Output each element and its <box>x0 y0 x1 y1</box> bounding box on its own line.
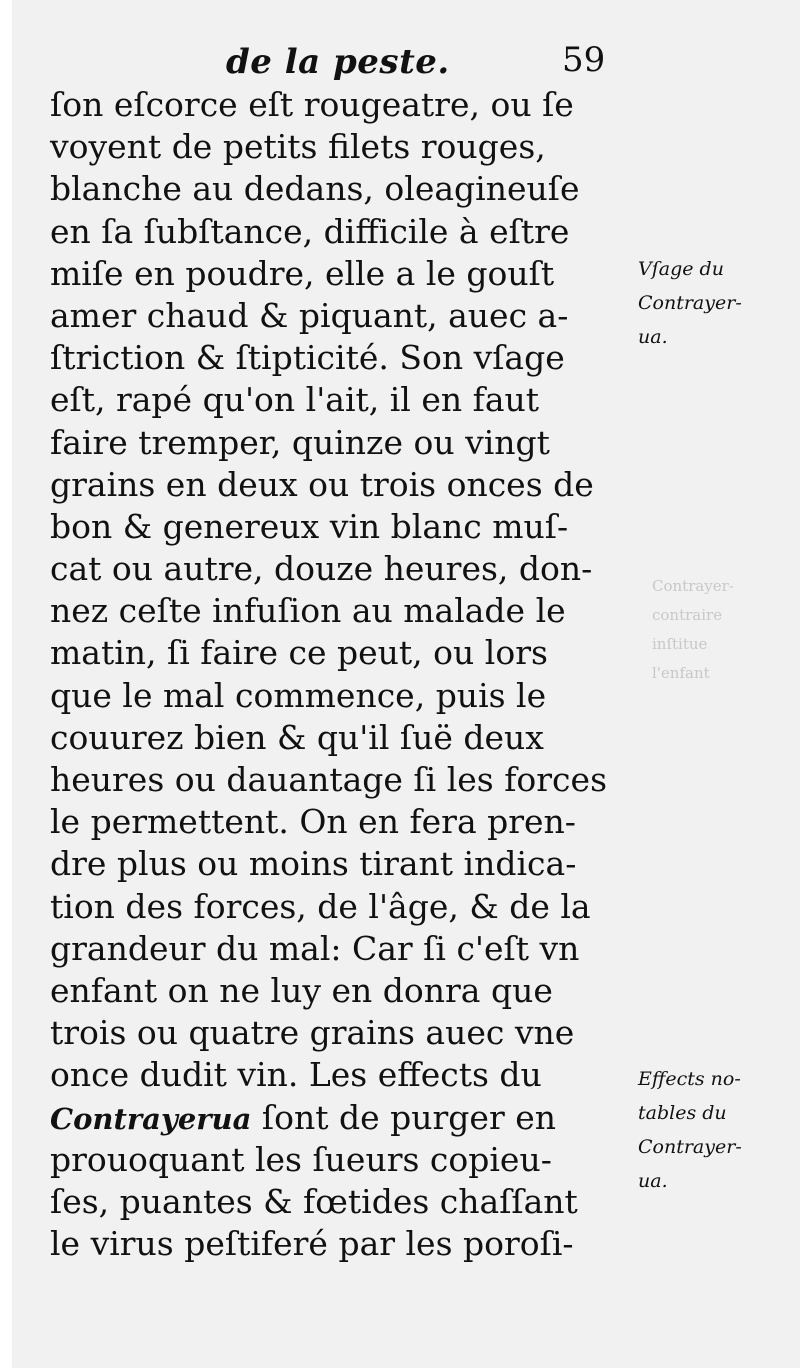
text-line: amer chaud & piquant, auec a- <box>50 295 569 335</box>
text-line: eſt, rapé qu'on l'ait, il en faut <box>50 380 540 420</box>
margin-note-line: ua. <box>638 1170 668 1192</box>
text-line-rest: ſont de purger en <box>251 1097 557 1137</box>
page-gutter <box>0 0 12 1368</box>
page-number: 59 <box>562 40 606 80</box>
body-text <box>50 84 630 1265</box>
text-line: ſon eſcorce eſt rougeatre, ou ſe <box>50 85 574 124</box>
text-line: bon & genereux vin blanc muſ- <box>50 506 569 546</box>
margin-note-line: tables du <box>638 1102 727 1124</box>
text-line: ſtriction & ſtipticité. Son vſage <box>50 338 565 378</box>
margin-note-usage <box>638 252 742 354</box>
bleed-line: contraire <box>652 606 723 624</box>
text-line: trois ou quatre grains auec vne <box>50 1013 575 1053</box>
bleed-line: Contrayer- <box>652 577 734 595</box>
text-line: le virus peſtiferé par les poroſi- <box>50 1224 574 1264</box>
text-line: nez ceſte infuſion au malade le <box>50 591 566 631</box>
text-line: grains en deux ou trois onces de <box>50 464 594 504</box>
text-line: en ſa ſubſtance, difficile à eſtre <box>50 211 570 251</box>
text-line: prouoquant les ſueurs copieu- <box>50 1139 552 1179</box>
running-head: de la peste. <box>226 42 450 82</box>
text-line: enfant on ne luy en donra que <box>50 970 553 1010</box>
text-line: faire tremper, quinze ou vingt <box>50 422 550 462</box>
text-line: heures ou dauantage ſi les forces <box>50 760 608 799</box>
margin-note-line: Effects no- <box>638 1068 741 1090</box>
text-line: que le mal commence, puis le <box>50 675 547 715</box>
italic-term: Contrayerua <box>50 1101 252 1136</box>
text-line: dre plus ou moins tirant indica- <box>50 844 577 884</box>
margin-note-line: Contrayer- <box>638 292 742 314</box>
text-line: matin, ſi faire ce peut, ou lors <box>50 633 548 673</box>
page-header <box>0 38 800 88</box>
text-line: le permettent. On en fera pren- <box>50 802 576 842</box>
margin-note-effects <box>638 1062 742 1198</box>
bleed-through-text <box>652 572 734 688</box>
bleed-line: l'enfant <box>652 664 710 682</box>
text-line: once dudit vin. Les effects du <box>50 1055 542 1095</box>
text-line: couurez bien & qu'il ſuë deux <box>50 717 544 757</box>
text-line: ſes, puantes & fœtides chaſſant <box>50 1181 578 1221</box>
bleed-line: inſtitue <box>652 635 708 653</box>
text-line <box>50 1097 630 1139</box>
text-line: blanche au dedans, oleagineuſe <box>50 169 580 209</box>
margin-note-line: Vſage du <box>638 258 724 280</box>
text-line: grandeur du mal: Car ſi c'eſt vn <box>50 928 580 968</box>
margin-note-line: Contrayer- <box>638 1136 742 1158</box>
text-line: tion des forces, de l'âge, & de la <box>50 886 591 926</box>
text-line: voyent de petits filets rouges, <box>50 127 546 167</box>
margin-note-line: ua. <box>638 326 668 348</box>
text-line: cat ou autre, douze heures, don- <box>50 549 593 589</box>
text-line: miſe en poudre, elle a le gouſt <box>50 253 555 293</box>
